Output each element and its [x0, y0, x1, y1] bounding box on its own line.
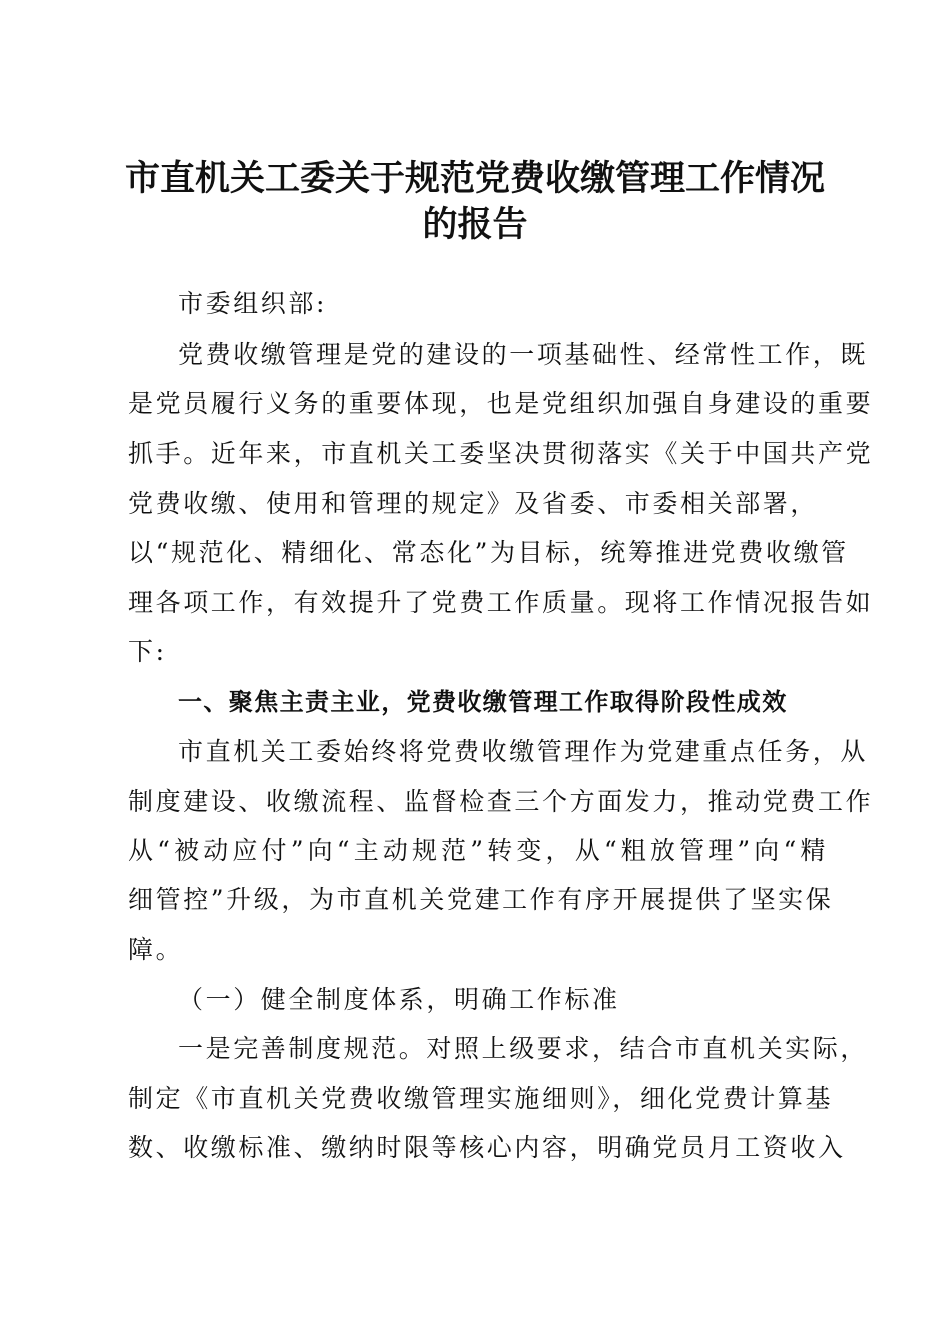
paragraph-line: 障。 [128, 935, 184, 964]
subsection-heading: （一）健全制度体系，明确工作标准 [178, 985, 620, 1014]
paragraph-line: 从“被动应付”向“主动规范”转变，从“粗放管理”向“精 [128, 836, 828, 865]
paragraph-line: 理各项工作，有效提升了党费工作质量。现将工作情况报告如 [128, 588, 874, 617]
paragraph-line: 党费收缴管理是党的建设的一项基础性、经常性工作，既 [178, 340, 869, 369]
section-heading: 一、聚焦主责主业，党费收缴管理工作取得阶段性成效 [178, 688, 788, 716]
document-title-line-2: 的报告 [422, 204, 528, 245]
paragraph-line: 市直机关工委始终将党费收缴管理作为党建重点任务，从 [178, 737, 869, 766]
paragraph-line: 抓手。近年来，市直机关工委坚决贯彻落实《关于中国共产党 [128, 439, 874, 468]
paragraph-line: 以“规范化、精细化、常态化”为目标，统筹推进党费收缴管 [128, 538, 849, 567]
paragraph-line: 一是完善制度规范。对照上级要求，结合市直机关实际， [178, 1034, 869, 1063]
paragraph-line: 细管控”升级，为市直机关党建工作有序开展提供了坚实保 [128, 885, 834, 914]
paragraph-line: 制度建设、收缴流程、监督检查三个方面发力，推动党费工作 [128, 787, 874, 816]
paragraph-line: 是党员履行义务的重要体现，也是党组织加强自身建设的重要 [128, 389, 874, 418]
paragraph-line: 数、收缴标准、缴纳时限等核心内容，明确党员月工资收入 [128, 1133, 846, 1162]
paragraph-line: 下: [128, 637, 167, 666]
document-title-line-1: 市直机关工委关于规范党费收缴管理工作情况 [124, 158, 825, 199]
addressee: 市委组织部: [178, 289, 328, 318]
paragraph-line: 制定《市直机关党费收缴管理实施细则》，细化党费计算基 [128, 1084, 834, 1113]
paragraph-line: 党费收缴、使用和管理的规定》及省委、市委相关部署， [128, 489, 819, 518]
